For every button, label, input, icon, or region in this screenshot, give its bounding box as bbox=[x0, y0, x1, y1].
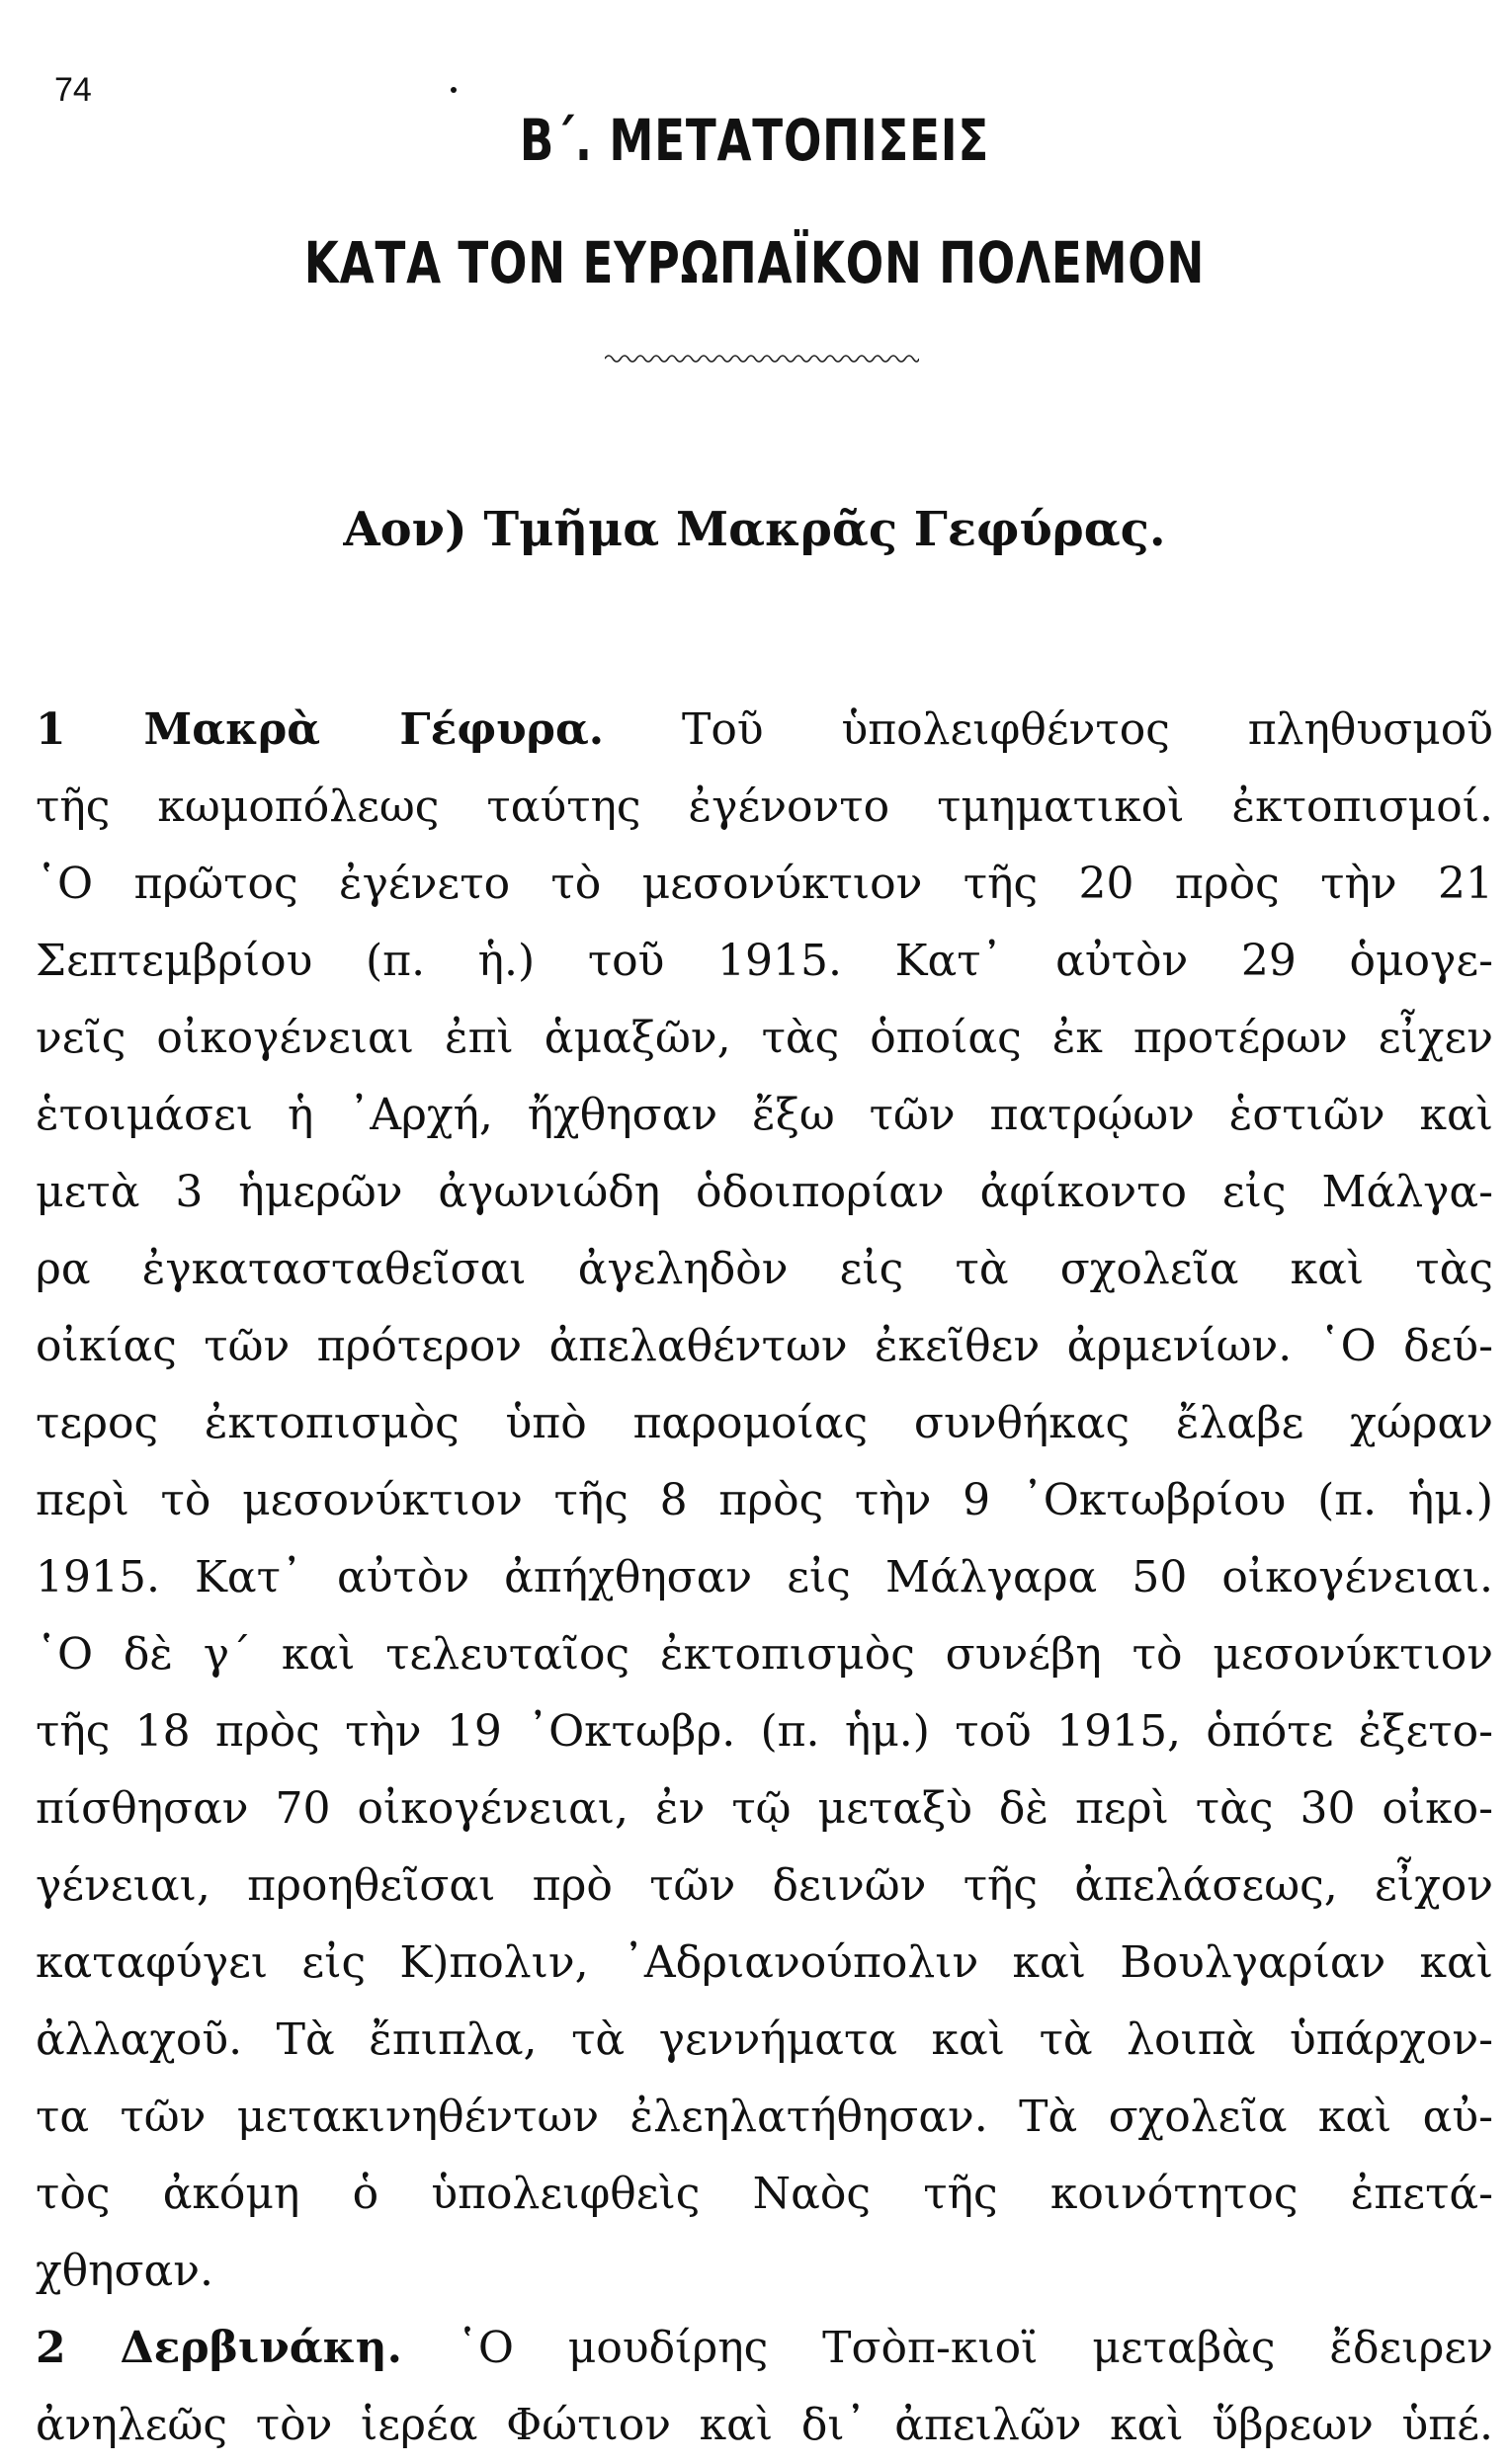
text-line: 1915. Κατ᾽ αὐτὸν ἀπήχθησαν εἰς Μάλγαρα 50 οἰκογένειαι. bbox=[36, 1552, 1493, 1602]
text-line: Σεπτεμβρίου (π. ἡ.) τοῦ 1915. Κατ᾽ αὐτὸν 29 ὁμογε- bbox=[36, 936, 1493, 986]
text-line: τὸς ἀκόμη ὁ ὑπολειφθεὶς Ναὸς τῆς κοινότητος ἐπετά- bbox=[36, 2169, 1493, 2219]
text-line: ρα ἐγκατασταθεῖσαι ἀγεληδὸν εἰς τὰ σχολεῖα καὶ τὰς bbox=[36, 1244, 1493, 1294]
text-line: τῆς κωμοπόλεως ταύτης ἐγένοντο τμηματικοὶ ἐκτοπισμοί. bbox=[36, 781, 1493, 832]
chapter-title-line-1: Β΄. ΜΕΤΑΤΟΠΙΣΕΙΣ bbox=[519, 107, 990, 174]
entry-number: 2 bbox=[36, 2323, 66, 2373]
ink-dot bbox=[451, 87, 457, 93]
entry-text: Τοῦ ὑπολειφθέντος πληθυσμοῦ bbox=[682, 704, 1493, 755]
text-line bbox=[36, 2310, 1493, 2387]
chapter-title-line-2: ΚΑΤΑ ΤΟΝ ΕΥΡΩΠΑΪΚΟΝ ΠΟΛΕΜΟΝ bbox=[303, 229, 1206, 296]
entry-title: Δερβινάκη. bbox=[120, 2323, 402, 2373]
text-line: πίσθησαν 70 οἰκογένειαι, ἐν τῷ μεταξὺ δὲ περὶ τὰς 30 οἰκο- bbox=[36, 1783, 1493, 1834]
text-line: ἑτοιμάσει ἡ ᾿Αρχή, ἤχθησαν ἔξω τῶν πατρῴων ἑστιῶν καὶ bbox=[36, 1090, 1493, 1140]
text-line: μετὰ 3 ἡμερῶν ἀγωνιώδη ὁδοιπορίαν ἀφίκοντο εἰς Μάλγα- bbox=[36, 1167, 1493, 1217]
text-line: νεῖς οἰκογένειαι ἐπὶ ἁμαξῶν, τὰς ὁποίας ἐκ προτέρων εἶχεν bbox=[36, 1013, 1493, 1063]
text-line: γένειαι, προηθεῖσαι πρὸ τῶν δεινῶν τῆς ἀπελάσεως, εἶχον bbox=[36, 1860, 1493, 1911]
entry-text: ῾Ο μουδίρης Τσὸπ-κιοϊ μεταβὰς ἔδειρεν bbox=[456, 2323, 1493, 2373]
wavy-divider bbox=[605, 352, 919, 366]
page-number: 74 bbox=[54, 71, 92, 109]
body-text bbox=[36, 692, 1493, 2464]
text-line: τῆς 18 πρὸς τὴν 19 ᾿Οκτωβρ. (π. ἡμ.) τοῦ 1915, ὁπότε ἐξετο- bbox=[36, 1706, 1493, 1757]
entry-title: Μακρὰ Γέφυρα. bbox=[143, 704, 605, 755]
text-line: ῾Ο πρῶτος ἐγένετο τὸ μεσονύκτιον τῆς 20 πρὸς τὴν 21 bbox=[36, 859, 1493, 909]
section-heading: Αον) Τμῆμα Μακρᾶς Γεφύρας. bbox=[343, 502, 1166, 557]
text-line: καταφύγει εἰς Κ)πολιν, ᾿Αδριανούπολιν καὶ Βουλγαρίαν καὶ bbox=[36, 1937, 1493, 1988]
text-line: περὶ τὸ μεσονύκτιον τῆς 8 πρὸς τὴν 9 ᾿Οκτωβρίου (π. ἡμ.) bbox=[36, 1475, 1493, 1525]
text-line: τα τῶν μετακινηθέντων ἐλεηλατήθησαν. Τὰ σχολεῖα καὶ αὐ- bbox=[36, 2092, 1493, 2142]
text-line: τερος ἐκτοπισμὸς ὑπὸ παρομοίας συνθήκας ἔλαβε χώραν bbox=[36, 1398, 1493, 1448]
text-line: ῾Ο δὲ γ΄ καὶ τελευταῖος ἐκτοπισμὸς συνέβη τὸ μεσονύκτιον bbox=[36, 1629, 1493, 1680]
text-line: χθησαν. bbox=[36, 2246, 213, 2296]
text-line bbox=[36, 692, 1493, 769]
text-line: οἰκίας τῶν πρότερον ἀπελαθέντων ἐκεῖθεν ἀρμενίων. ῾Ο δεύ- bbox=[36, 1321, 1493, 1371]
text-line: ἀλλαχοῦ. Τὰ ἔπιπλα, τὰ γεννήματα καὶ τὰ λοιπὰ ὑπάρχον- bbox=[36, 2014, 1493, 2065]
text-line: ἀνηλεῶς τὸν ἱερέα Φώτιον καὶ δι᾽ ἀπειλῶν καὶ ὕβρεων ὑπέ. bbox=[36, 2400, 1493, 2450]
entry-number: 1 bbox=[36, 704, 66, 755]
